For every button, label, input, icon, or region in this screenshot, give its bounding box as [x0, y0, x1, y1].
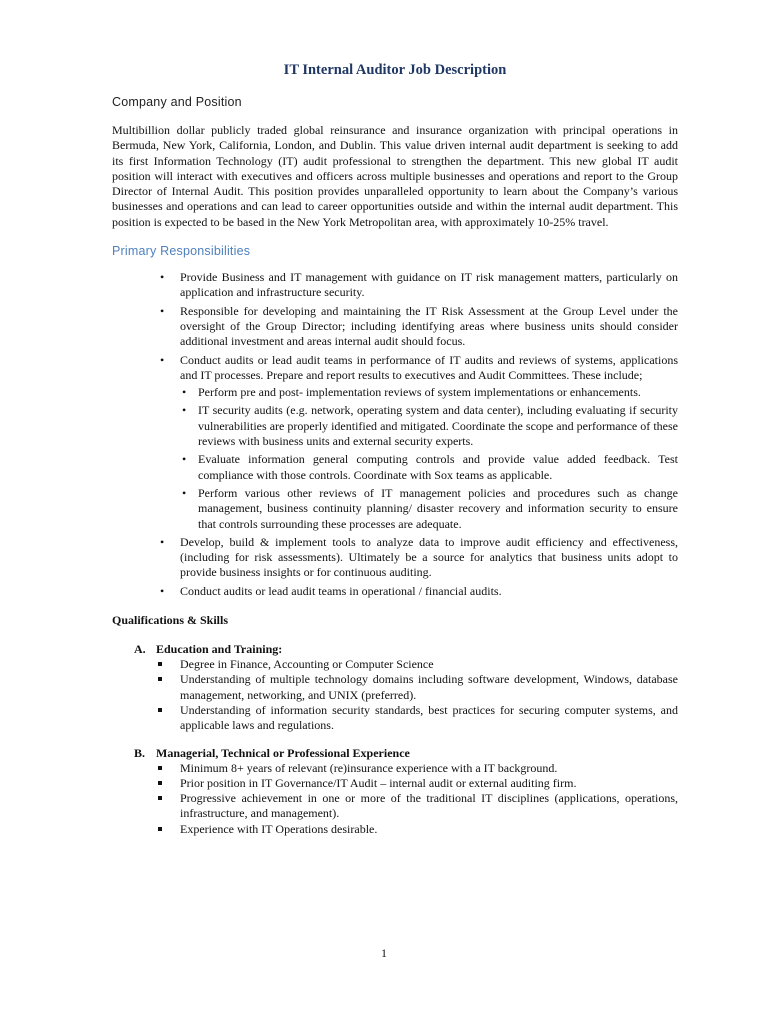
page-number: 1 [381, 946, 387, 960]
list-item-text: Experience with IT Operations desirable. [180, 821, 378, 836]
list-item [156, 761, 678, 776]
list-item [180, 403, 678, 449]
company-paragraph: Multibillion dollar publicly traded global reinsurance and insurance organization with principal operations in Bermuda, New York, California, London, and Dublin. This value driven internal audit department is seeking to add its first Information Technology (IT) audit professional to strengthen the department. This new global IT audit position will interact with executives and officers across multiple businesses and operations and report to the Group Director of Internal Audit. This position provides unparalleled opportunity to learn about the Company’s various businesses and operations and can lead to career opportunities outside and within the internal audit department. This position is expected to be based in the New York Metropolitan area, with approximately 10-25% travel. [112, 123, 678, 229]
responsibility-text: Conduct audits or lead audit teams in operational / financial audits. [180, 583, 502, 598]
square-bullet-icon [158, 708, 162, 712]
bullet-icon: • [160, 270, 165, 285]
list-item-text: Understanding of information security standards, best practices for securing computer systems, and applicable laws and regulations. [180, 702, 678, 733]
bullet-icon: • [182, 403, 187, 418]
square-bullet-icon [158, 781, 162, 785]
list-item [160, 535, 678, 581]
subitem-text: IT security audits (e.g. network, operating system and data center), including evaluating if security vulnerabilities are properly identified and mitigated. Coordinate the scope and performance of these reviews with business units and external security experts. [198, 403, 678, 449]
square-bullet-icon [158, 827, 162, 831]
list-item [160, 270, 678, 301]
education-heading [134, 642, 678, 657]
section-letter: A. [134, 642, 146, 657]
responsibility-text: Conduct audits or lead audit teams in performance of IT audits and reviews of systems, applications and IT processes. Prepare and report results to executives and Audit Committees. These include; [180, 352, 678, 382]
list-item-text: Progressive achievement in one or more of the traditional IT disciplines (applications, operations, infrastructure, and management). [180, 791, 678, 821]
bullet-icon: • [160, 352, 165, 367]
experience-heading [134, 746, 678, 761]
list-item-text: Prior position in IT Governance/IT Audit – internal audit or external auditing firm. [180, 775, 577, 790]
list-item [180, 452, 678, 483]
responsibilities-list [112, 270, 678, 599]
bullet-icon: • [182, 452, 187, 467]
list-item-text: Understanding of multiple technology domains including software development, Windows, database management, networking, and UNIX (preferred). [180, 672, 678, 702]
bullet-icon: • [182, 385, 187, 400]
list-item [160, 304, 678, 350]
list-item [160, 584, 678, 599]
experience-section [112, 746, 678, 837]
responsibilities-heading: Primary Responsibilities [112, 244, 251, 259]
list-item [156, 672, 678, 703]
education-list [134, 657, 678, 733]
experience-list [134, 761, 678, 837]
list-item [160, 353, 678, 532]
list-item [156, 776, 678, 791]
list-item [156, 657, 678, 672]
page-title: IT Internal Auditor Job Description [283, 62, 507, 78]
subitem-text: Perform various other reviews of IT management policies and procedures such as change management, business continuity planning/ disaster recovery and information security to ensure that controls surrounding these processes are adequate. [198, 485, 678, 531]
subitem-text: Evaluate information general computing controls and provide value added feedback. Test compliance with those controls. Coordinate with Sox teams as applicable. [198, 452, 678, 482]
responsibility-text: Responsible for developing and maintaining the IT Risk Assessment at the Group Level under the oversight of the Group Director; including identifying areas where business units should consider additional investment and areas internal audit should focus. [180, 303, 678, 349]
section-letter: B. [134, 745, 146, 760]
qualifications-heading: Qualifications & Skills [112, 613, 229, 628]
audit-subitems-list [180, 385, 678, 532]
list-item [156, 703, 678, 734]
bullet-icon: • [160, 583, 165, 598]
bullet-icon: • [160, 534, 165, 549]
company-heading: Company and Position [112, 95, 242, 109]
square-bullet-icon [158, 677, 162, 681]
section-title: Managerial, Technical or Professional Experience [156, 745, 410, 760]
list-item [156, 791, 678, 822]
list-item-text: Degree in Finance, Accounting or Computer Science [180, 657, 434, 672]
list-item [180, 385, 678, 400]
responsibility-text: Provide Business and IT management with guidance on IT risk management matters, particularly on application and infrastructure security. [180, 270, 678, 300]
bullet-icon: • [182, 485, 187, 500]
bullet-icon: • [160, 303, 165, 318]
square-bullet-icon [158, 796, 162, 800]
subitem-text: Perform pre and post- implementation reviews of system implementations or enhancements. [198, 385, 641, 400]
square-bullet-icon [158, 662, 162, 666]
list-item [156, 822, 678, 837]
responsibility-text: Develop, build & implement tools to analyze data to improve audit efficiency and effectiveness, (including for risk assessments). Ultimately be a source for analytics that business units adopt to provide business insights or for continuous auditing. [180, 534, 678, 580]
education-section [112, 642, 678, 733]
square-bullet-icon [158, 766, 162, 770]
list-item-text: Minimum 8+ years of relevant (re)insurance experience with a IT background. [180, 760, 558, 775]
section-title: Education and Training: [156, 642, 283, 657]
list-item [180, 486, 678, 532]
